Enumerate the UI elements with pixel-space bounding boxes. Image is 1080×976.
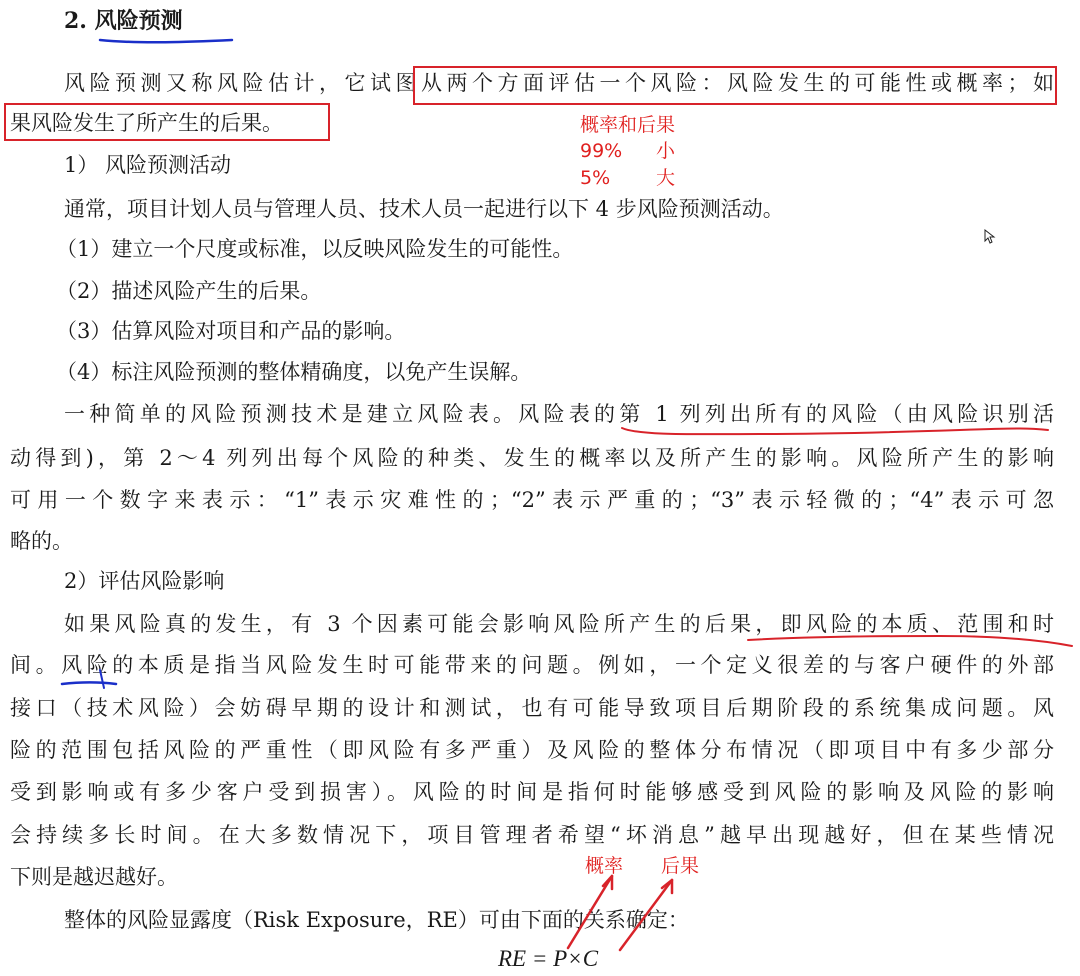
intro-line-2: 果风险发生了所产生的后果。	[10, 111, 283, 135]
highlight-box-bottom	[4, 103, 330, 141]
risk-table-line-4: 略的。	[10, 529, 73, 553]
impact-line-7: 下则是越迟越好。	[10, 865, 178, 889]
note-row1-value: 小	[656, 140, 676, 162]
note-row1-percent: 99%	[580, 140, 623, 162]
exposure-intro: 整体的风险显露度（Risk Exposure，RE）可由下面的关系确定：	[64, 908, 689, 932]
step-item: （1）建立一个尺度或标准，以反映风险发生的可能性。	[56, 237, 574, 261]
arrow-consequence-head	[662, 880, 672, 893]
arrow-label-consequence: 后果	[661, 855, 700, 877]
impact-line-6: 会持续多长时间。在大多数情况下，项目管理者希望“坏消息”越早出现越好，但在某些情况	[10, 823, 1054, 847]
section-heading: 2. 风险预测	[64, 8, 183, 34]
step-item: （3）估算风险对项目和产品的影响。	[56, 319, 406, 343]
impact-line-3: 接口（技术风险）会妨碍早期的设计和测试，也有可能导致项目后期阶段的系统集成问题。风	[10, 696, 1054, 720]
risk-table-line-1: 一种简单的风险预测技术是建立风险表。风险表的第 1 列列出所有的风险（由风险识别活	[64, 402, 1054, 426]
underline-risk-word	[62, 683, 116, 685]
subheading-impact: 2）评估风险影响	[64, 569, 225, 593]
note-row2-value: 大	[656, 167, 676, 189]
impact-line-2: 间。风险的本质是指当风险发生时可能带来的问题。例如，一个定义很差的与客户硬件的外部	[10, 653, 1054, 677]
activities-intro: 通常，项目计划人员与管理人员、技术人员一起进行以下 4 步风险预测活动。	[64, 197, 784, 221]
highlight-box-top	[413, 66, 1057, 105]
note-row2-percent: 5%	[580, 167, 611, 189]
impact-line-4: 险的范围包括风险的严重性（即风险有多严重）及风险的整体分布情况（即项目中有多少部分	[10, 738, 1054, 762]
step-item: （4）标注风险预测的整体精确度，以免产生误解。	[56, 360, 532, 384]
note-title: 概率和后果	[580, 114, 676, 136]
subheading-activities: 1） 风险预测活动	[64, 153, 232, 177]
mouse-cursor-icon	[985, 230, 994, 243]
arrow-label-probability: 概率	[585, 855, 624, 877]
risk-exposure-formula: RE = P×C	[498, 946, 599, 971]
intro-line-1: 风险预测又称风险估计，它试图从两个方面评估一个风险：风险发生的可能性或概率；如	[64, 71, 1054, 95]
risk-table-line-3: 可用一个数字来表示：“1”表示灾难性的；“2”表示严重的；“3”表示轻微的；“4”表示可忽	[10, 488, 1054, 512]
risk-table-line-2: 动得到)，第 2～4 列列出每个风险的种类、发生的概率以及所产生的影响。风险所产生的影响	[10, 446, 1054, 470]
impact-line-1: 如果风险真的发生，有 3 个因素可能会影响风险所产生的后果，即风险的本质、范围和时	[64, 612, 1054, 636]
impact-line-5: 受到影响或有多少客户受到损害）。风险的时间是指何时能够感受到风险的影响及风险的影响	[10, 780, 1054, 804]
heading-underline	[100, 40, 232, 42]
step-item: （2）描述风险产生的后果。	[56, 279, 322, 303]
